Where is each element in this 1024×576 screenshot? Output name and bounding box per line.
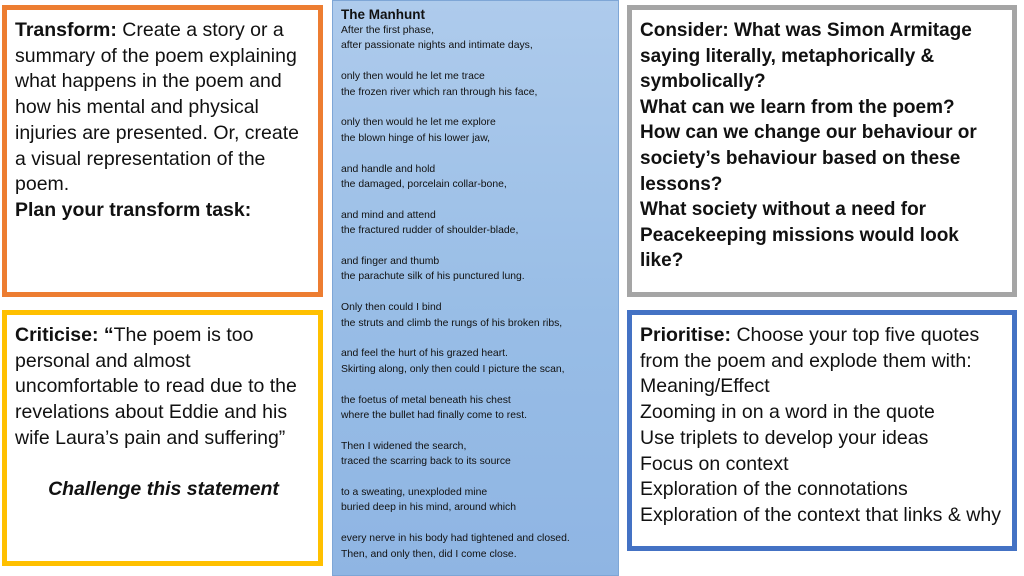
poem-line: and mind and attend — [341, 209, 436, 221]
poem-stanza — [341, 162, 611, 193]
consider-task-box — [627, 5, 1017, 297]
prioritise-task-box — [627, 310, 1017, 551]
poem-line: where the bullet had finally come to rest. — [341, 410, 527, 422]
poem-stanza — [341, 23, 611, 54]
poem-stanza — [341, 254, 611, 285]
poem-line: the fractured rudder of shoulder-blade, — [341, 225, 519, 237]
criticise-challenge: Challenge this statement — [48, 477, 279, 500]
poem-line: the struts and climb the rungs of his broken ribs, — [341, 317, 563, 329]
poem-line: every nerve in his body had tightened and closed. — [341, 533, 570, 545]
poem-stanza — [341, 115, 611, 146]
consider-line: What society without a need for Peacekeeping missions would look like? — [640, 199, 959, 272]
prioritise-item: Exploration of the connotations — [640, 478, 908, 501]
poem-line: Only then could I bind — [341, 302, 442, 314]
poem-stanza — [341, 69, 611, 100]
poem-line: Then I widened the search, — [341, 440, 467, 452]
poem-line: traced the scarring back to its source — [341, 456, 511, 468]
poem-line: Then, and only then, did I come close. — [341, 548, 517, 560]
poem-title: The Manhunt — [341, 7, 425, 22]
poem-line: Skirting along, only then could I picture the scan, — [341, 363, 565, 375]
poem-line: to a sweating, unexploded mine — [341, 487, 488, 499]
transform-text — [15, 18, 312, 198]
poem-stanza — [341, 531, 611, 562]
poem-line: and finger and thumb — [341, 256, 440, 268]
poem-line: only then would he let me trace — [341, 71, 485, 83]
poem-line: only then would he let me explore — [341, 117, 496, 129]
poem-panel — [332, 0, 619, 576]
poem-line: the blown hinge of his lower jaw, — [341, 132, 491, 144]
prioritise-item: Zooming in on a word in the quote — [640, 401, 935, 424]
poem-line: the frozen river which ran through his face, — [341, 86, 538, 98]
poem-line: and handle and hold — [341, 163, 436, 175]
consider-line: Consider: What was Simon Armitage saying literally, metaphorically & symbolically? — [640, 20, 972, 93]
poem-line: the foetus of metal beneath his chest — [341, 394, 511, 406]
transform-label: Transform: — [15, 19, 117, 41]
transform-task-box — [2, 5, 323, 297]
consider-line: How can we change our behaviour or society’s behaviour based on these lessons? — [640, 122, 977, 195]
poem-line: the parachute silk of his punctured lung. — [341, 271, 525, 283]
prioritise-item: Exploration of the context that links & why — [640, 503, 1001, 526]
poem-stanza — [341, 208, 611, 239]
poem-stanza — [341, 300, 611, 331]
poem-stanza — [341, 439, 611, 470]
poem-line: buried deep in his mind, around which — [341, 502, 517, 514]
poem-stanzas — [341, 23, 611, 562]
criticise-label: Criticise: “ — [15, 324, 114, 346]
prioritise-item: Focus on context — [640, 452, 789, 475]
prioritise-intro: Choose your top five quotes from the poem and explode them with: — [640, 324, 980, 372]
transform-plan: Plan your transform task: — [15, 198, 252, 221]
poem-line: the damaged, porcelain collar-bone, — [341, 179, 507, 191]
prioritise-text — [640, 323, 1006, 374]
poem-stanza — [341, 485, 611, 516]
prioritise-label: Prioritise: — [640, 324, 732, 346]
criticise-task-box — [2, 310, 323, 566]
poem-line: after passionate nights and intimate days, — [341, 40, 533, 52]
transform-description: Create a story or a summary of the poem explaining what happens in the poem and how his mental and physical injuries are presented. Or, create a visual representation of the poem. — [15, 19, 299, 196]
poem-line: and feel the hurt of his grazed heart. — [341, 348, 508, 360]
consider-line: What can we learn from the poem? — [640, 96, 955, 118]
prioritise-item: Use triplets to develop your ideas — [640, 426, 929, 449]
poem-stanza — [341, 393, 611, 424]
poem-line: After the first phase, — [341, 25, 434, 36]
criticise-text — [15, 323, 312, 452]
criticise-quote: The poem is too personal and almost uncomfortable to read due to the revelations about Eddie and his wife Laura’s pain and suffering” — [15, 324, 297, 449]
prioritise-item: Meaning/Effect — [640, 375, 770, 398]
poem-stanza — [341, 346, 611, 377]
